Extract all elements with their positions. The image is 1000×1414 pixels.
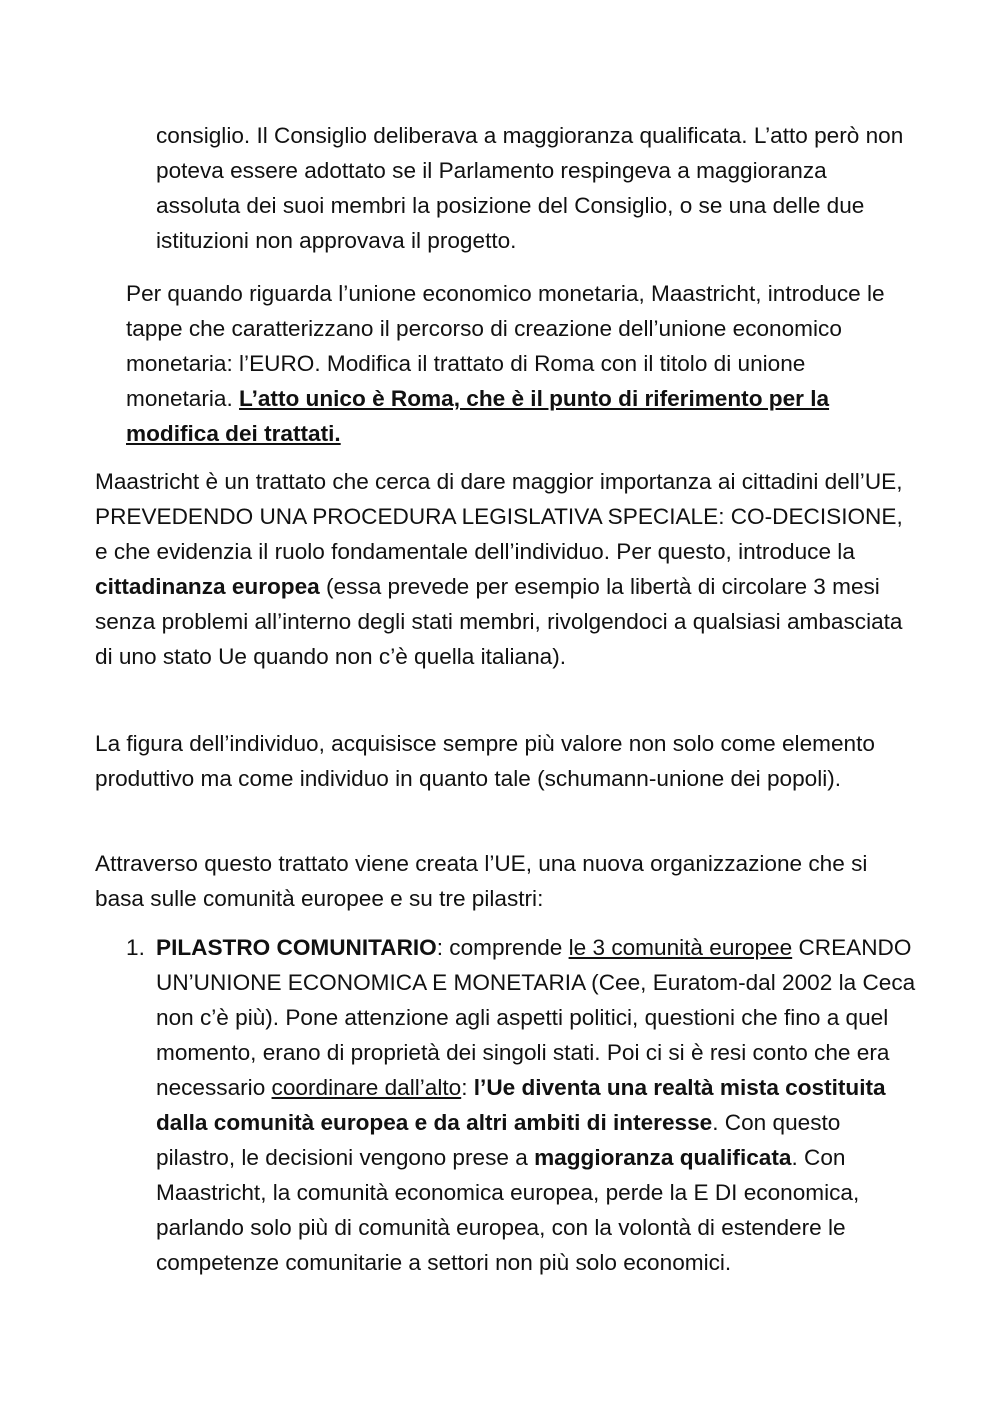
paragraph-text: (essa prevede per esempio la libertà di circolare 3 mesi senza problemi all’interno degli stati membri, rivolgendoci a qualsiasi ambasciata di uno stato Ue quando non c’è quella italiana). (95, 574, 903, 669)
list-item-title: PILASTRO COMUNITARIO (156, 935, 437, 960)
list-text: . Con Maastricht, la comunità economica europea, perde la E DI economica, parlando solo più di comunità europea, con la volontà di estendere le competenze comunitarie a settori non più solo economici. (156, 1145, 860, 1275)
underlined-text: le 3 comunità europee (568, 935, 793, 960)
paragraph-cittadinanza (95, 464, 915, 674)
emphasis-text: L’atto unico è Roma, che è il punto di riferimento per la modifica dei trattati. (126, 386, 830, 446)
list-item-body (156, 930, 916, 1280)
paragraph-text: Maastricht è un trattato che cerca di dare maggior importanza ai cittadini dell’UE, PREVEDENDO UNA PROCEDURA LEGISLATIVA SPECIALE: CO-DECISIONE, e che evidenzia il ruolo fondamentale dell’individuo. Per questo, introduce la (95, 469, 903, 564)
list-text: : comprende (436, 935, 569, 960)
list-number: 1. (126, 935, 145, 960)
paragraph-text: Per quando riguarda l’unione economico monetaria, Maastricht, introduce le tappe che caratterizzano il percorso di creazione dell’unione economico monetaria: l’EURO. Modifica il trattato di Roma con il titolo di unione monetaria. (126, 281, 885, 411)
underlined-text: coordinare dall’alto (271, 1075, 462, 1100)
bold-statement: l’Ue diventa una realtà mista costituita dalla comunità europea e da altri ambiti di interesse (156, 1075, 886, 1135)
paragraph-individuo (95, 726, 915, 796)
list-item-pilastro-comunitario (126, 930, 916, 1280)
bold-term: cittadinanza europea (95, 574, 320, 599)
paragraph-unione-economica (126, 276, 916, 451)
list-text: . Con questo pilastro, le decisioni vengono prese a (156, 1110, 841, 1170)
paragraph-consiglio (156, 118, 916, 258)
paragraph-text: Attraverso questo trattato viene creata l’UE, una nuova organizzazione che si basa sulle comunità europee e su tre pilastri: (95, 851, 868, 911)
list-text: : (461, 1075, 474, 1100)
bold-term: maggioranza qualificata (534, 1145, 792, 1170)
paragraph-text: La figura dell’individuo, acquisisce sempre più valore non solo come elemento produttivo ma come individuo in quanto tale (schumann-unione dei popoli). (95, 731, 875, 791)
paragraph-text: consiglio. Il Consiglio deliberava a maggioranza qualificata. L’atto però non poteva essere adottato se il Parlamento respingeva a maggioranza assoluta dei suoi membri la posizione del Consiglio, o se una delle due istituzioni non approvava il progetto. (156, 123, 904, 253)
list-text: CREANDO UN’UNIONE ECONOMICA E MONETARIA (Cee, Euratom-dal 2002 la Ceca non c’è più). Pone attenzione agli aspetti politici, questioni che fino a quel momento, erano di proprietà dei singoli stati. Poi ci si è resi conto che era necessario (156, 935, 916, 1100)
paragraph-pilastri (95, 846, 915, 916)
